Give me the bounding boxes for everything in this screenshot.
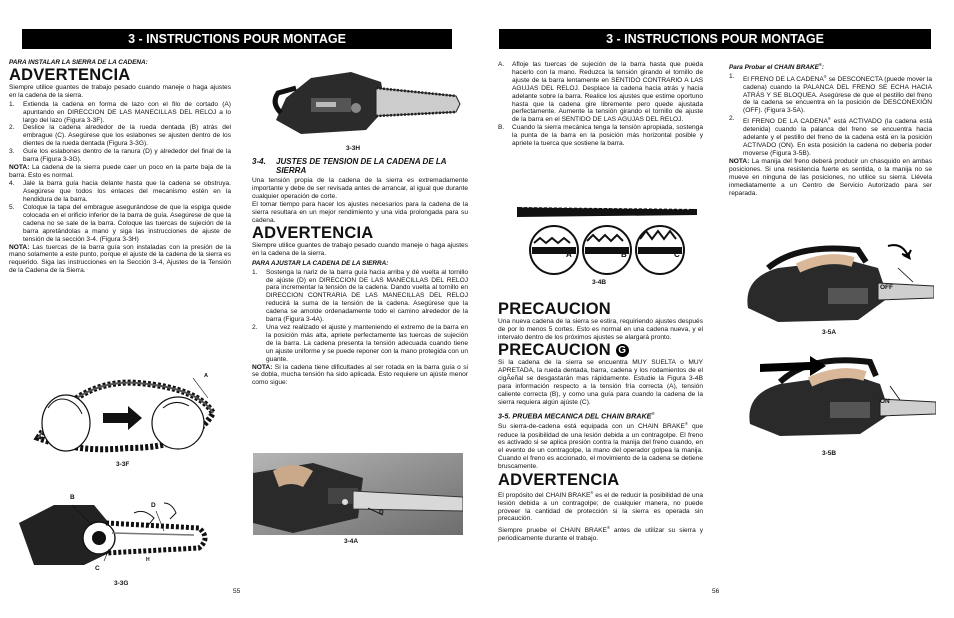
- figure-3-5a-label-off: OFF: [880, 284, 893, 291]
- list-item: 5. Coloque la tapa del embrague asegurándose de que la espiga quede colocada en el orificio inferior de la barra de guía. Asegúrese de que la cadena no se sale de la barra. Coloque las tuercas de sujeción de la barra apretándolas a mano y siga las instrucciones de ajuste de tensión de la sección 3-4. (Figura 3-3H): [9, 204, 231, 243]
- figure-3-3g-label-b: B: [70, 494, 75, 501]
- list-item: 2. Deslice la cadena alrededor de la rueda dentada (B) atrás del embrague (C). Asegúrese que los eslabones se ajusten dentro de los dientes de la rueda dentada (Figura 3-3G).: [9, 124, 231, 148]
- list-item: 1. Extienda la cadena en forma de lazo con el filo de cortado (A) apuntando en DIRECCION DE LAS MANECILLAS DEL RELOJ a lo largo del lazo (Figura 3-3F).: [9, 100, 231, 124]
- left-column-2: [252, 157, 468, 388]
- figure-3-4a-label-d: D: [379, 509, 384, 516]
- precaucion-heading-2: PRECAUCION G: [498, 342, 703, 359]
- figure-3-3g-sprocket: [14, 493, 214, 575]
- page-number-right: 56: [712, 588, 720, 595]
- advertencia-heading: ADVERTENCIA: [9, 66, 131, 85]
- right-column-3: [498, 61, 703, 148]
- figure-3-5a-brake-off: [738, 238, 934, 326]
- list-item: 4. Jale la barra guía hacia delante hasta que la cadena se obstruya. Asegúrese que todos los enlaces del mecanismo estén en la hendidura de la barra.: [9, 180, 231, 204]
- figure-3-3g-caption: 3-3G: [114, 580, 129, 587]
- precaucion-text: Una nueva cadena de la sierra se estira, requiriendo ajustes después de por lo menos 5 cortes. Esto es normal en una cadena nueva, y el intervalo dentro de los próximos ajustes se alargará pronto.: [498, 318, 703, 341]
- list-item: 1. Sostenga la nariz de la barra guía hacia arriba y dé vuelta al tornillo de ajúste (D) en DIRECCION DE LAS MANECILLAS DEL RELOJ para incrementar la tensión de la cadena. Dando vuelta al tornillo en DIRECCION CONTRARIA DE LAS MANECILLAS DEL RELOJ reducirá la suma de la tensión de la cadena. Asegúrese que la cadena se amolde ordenadamente todo el camino alrededor de la barra (Figura 3-4A).: [252, 268, 468, 324]
- note-paragraph: NOTA: Si la cadena tiene dificultades al ser rotada en la barra guía o si se dobla, mucha tensión ha sido aplicada. Esto requiere un ajúste menor como sigue:: [252, 363, 468, 387]
- figure-3-5b-brake-on: [740, 344, 936, 440]
- figure-3-4b-label-b: B: [621, 250, 627, 259]
- figure-3-3f-label-a: A: [204, 373, 208, 379]
- right-column-3-lower: [498, 301, 703, 543]
- figure-3-5b-label-on: ON: [880, 398, 890, 405]
- figure-3-3f-caption: 3-3F: [116, 461, 130, 468]
- note-paragraph: NOTA: Las tuercas de la barra guía son instaladas con la presión de la mano solamente a este punto, porque el ajuste de la cadena de la sierra es requerido. Siga las instrucciones en la Sección 3-4, Ajustes de la Tensión de la Cadena de la Sierra.: [9, 243, 231, 275]
- warning-text: Siempre utilice guantes de trabajo pesado cuando maneje o haga ajustes en la cadena de la sierra.: [9, 84, 231, 100]
- advertencia-text: El propósito del CHAIN BRAKE® es el de reducir la posibilidad de una lesión debida a un contragolpe; de cualquier manera, no puede proveer la cantidad de protección si la sierra es operada sin precaución.: [498, 489, 704, 523]
- figure-3-4a-photo: [253, 453, 463, 535]
- list-item: 2. El FRENO DE LA CADENA® está ACTIVADO (la cadena está detenida) cuando la palanca del freno se encuentra hacia adelante y el pestillo del freno de la cadena está en la posición ACTIVADO (ON). En esta posición la cadena no debería poder moverse (Figura 3-5B).: [729, 115, 933, 158]
- figure-3-5a-caption: 3-5A: [822, 329, 837, 336]
- right-page-header: 3 - INSTRUCTIONS POUR MONTAGE: [499, 29, 931, 49]
- figure-3-4b-label-a: A: [566, 250, 572, 259]
- figure-3-4b-caption: 3-4B: [592, 279, 607, 286]
- left-page-header: 3 - INSTRUCTIONS POUR MONTAGE: [22, 29, 452, 49]
- note-paragraph: NOTA: La manija del freno deberá producir un chasquido en ambas posiciones. Si una resistencia fuerte es sentida, o la manija no se mueve en ninguna de las posiciones, no utilice su sierra. Llévela inmediatamente a un Centro de Servicio Autorizado para ser reparada.: [729, 157, 932, 197]
- list-item: 3. Guíe los eslabones dentro de la ranura (D) y alrededor del final de la barra (Figura 3-3G).: [9, 148, 231, 164]
- figure-3-5b-caption: 3-5B: [822, 450, 837, 457]
- precaucion-heading: PRECAUCION: [498, 300, 611, 318]
- right-column-4: [729, 61, 932, 198]
- install-subheading: PARA INSTALAR LA SIERRA DE LA CADENA:: [9, 59, 148, 66]
- adjust-subheading: PARA AJUSTAR LA CADENA DE LA SIERRA:: [252, 260, 389, 268]
- list-item: 1. El FRENO DE LA CADENA® se DESCONECTA (puede mover la cadena) cuando la PALANCA DEL FRENO SE ECHA HACIA ATRÁS Y SE BLOQUEA. Asegúrese de que el pestillo del freno de la cadena se encuentra en la posición de DESCONEXIÓN (OFF). (Figura 3-5A).: [729, 72, 932, 115]
- figure-3-4b-chain-tension: [512, 195, 702, 277]
- section-3-4-title: 3-4. JUSTES DE TENSION DE LA CADENA DE LA SIERRA: [252, 157, 447, 175]
- section-3-5-title: 3-5. PRUEBA MECANICA DEL CHAIN BRAKE®: [498, 410, 655, 421]
- advertencia-text-2: Siempre pruebe el CHAIN BRAKE® antes de utilizar su sierra y periodicamente durante el trabajo.: [498, 524, 703, 542]
- figure-3-3h-caption: 3-3H: [346, 145, 361, 152]
- list-item: A. Afloje las tuercas de sujeción de la barra hasta que pueda hacerlo con la mano. Reduzca la tensión girando el tornillo de ajuste de la barra lentamente en SENTIDO CONTRARIO A LAS AGUJAS DEL RELOJ. Desplace la cadena hacia atrás y hacia adelante sobre la barra. Realice los ajustes que estime oportuno hasta que la cadena gire libremente pero quede ajustada perfectamente. Aumente la tensión girando el tornillo de ajuste de la barra en el SENTIDO DE LAS AGUJAS DEL RELOJ.: [498, 61, 703, 124]
- left-column-1: [9, 59, 231, 276]
- figure-3-3g-label-h: H: [146, 557, 150, 563]
- list-item: 2. Una vez realizado el ajuste y manteniendo el extremo de la barra en la posición más alta, apriete perfectamente las tuercas de sujeción de la barra. La cadena presenta la tensión adecuada cuando tiene un ajuste uniforme y se puede reponer con la mano protegida con un guante.: [252, 324, 468, 363]
- precaucion-2-text: Si la cadena de la sierra se encuentra MUY SUELTA o MUY APRETADA, la rueda dentada, barra, cadena y los rodamientos de el cigÃeñal se desgastarán mas rápidamente. Estudie la Figura 3-4B para información respecto a la tensión fría correcta (A), tensión caliente correcta (B), y como una guía para cuando la cadena de la sierra requiera algún ajúste (C).: [498, 359, 703, 406]
- note-paragraph: NOTA: La cadena de la sierra puede caer un poco en la parte baja de la barra. Esto es normal.: [9, 163, 231, 179]
- test-subheading: Para Probar el CHAIN BRAKE®:: [729, 62, 824, 72]
- figure-3-3f-chain-loop: [18, 368, 228, 460]
- warning-g-icon: G: [616, 344, 629, 357]
- figure-3-3h-chainsaw: [256, 58, 462, 142]
- tension-paragraph-2: El tomar tiempo para hacer los ajustes necesarios para la cadena de la sierra resultara en un mejor rendimiento y una vida prolongada para su cadena.: [252, 201, 468, 225]
- figure-3-4a-caption: 3-4A: [344, 538, 359, 545]
- figure-3-4b-label-c: C: [674, 250, 680, 259]
- figure-3-3g-label-c: C: [95, 565, 100, 572]
- page-number-left: 55: [233, 588, 241, 595]
- list-item: B. Cuando la sierra mecánica tenga la tensión apropiada, sostenga la punta de la barra en la posición más horizontal posible y apriete la tuerca que sostiene la barra.: [498, 124, 703, 148]
- section-3-5-text: Su sierra-de-cadena está equipada con un CHAIN BRAKE® que reduce la posibilidad de una lesión debida a un contragolpe. El freno es activado si se aplica presión contra la manija del freno cuando, en el evento de un contragolpe, la mano del operador golpea la manija. Cuando el freno es accionado, el movimiento de la cadena se detiene bruscamente.: [498, 421, 703, 471]
- advertencia-heading: ADVERTENCIA: [252, 224, 374, 243]
- figure-3-3g-label-d: D: [151, 502, 156, 509]
- warning-text: Siempre utilice guantes de trabajo pesado cuando maneje o haga ajustes en la cadena de la sierra.: [252, 242, 468, 258]
- tension-paragraph-1: Una tensión propia de la cadena de la sierra es extremadamente importante y debe de ser revisada antes de arrancar, al igual que durante cualquier operación de corte.: [252, 177, 468, 200]
- advertencia-heading: ADVERTENCIA: [498, 470, 620, 489]
